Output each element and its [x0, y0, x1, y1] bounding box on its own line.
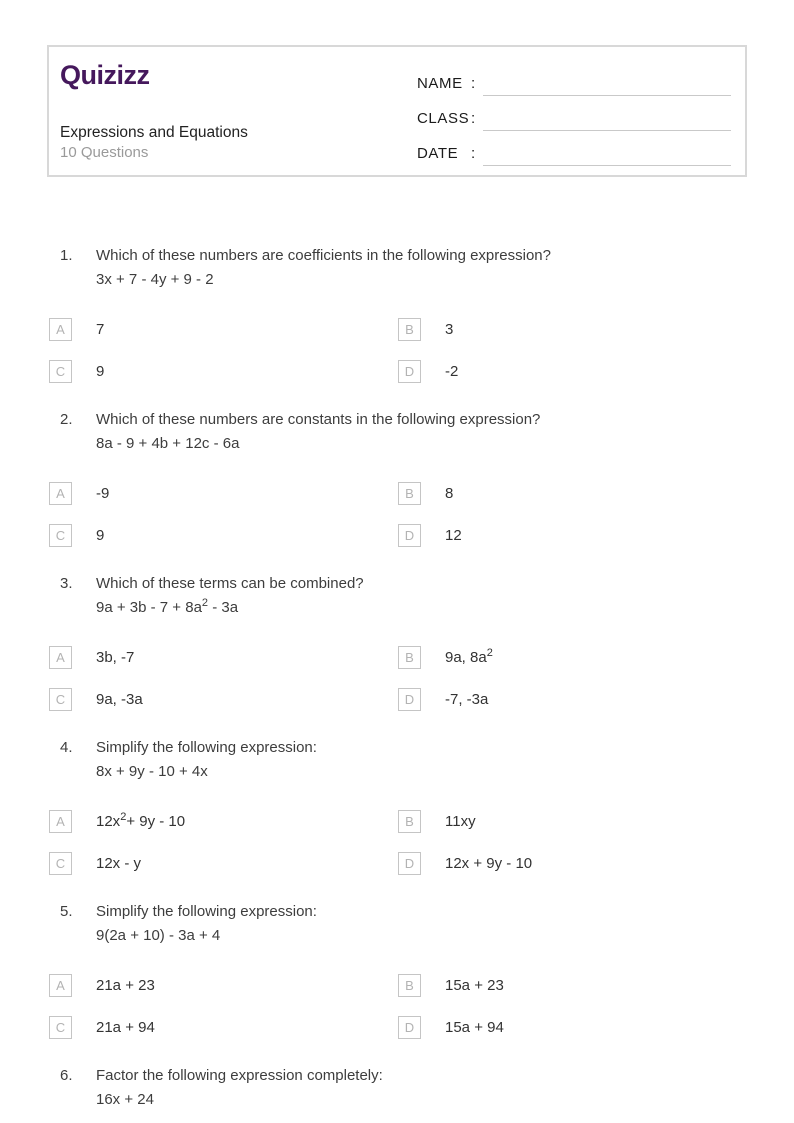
- option-letter-box: A: [49, 810, 72, 833]
- option-text: 3b, -7: [96, 648, 135, 666]
- question-5: [0, 900, 794, 1038]
- class-field-label: CLASS: [417, 110, 470, 127]
- question-expression: $9a + 3b - 7 + 8a^2 - 3a$: [96, 597, 239, 616]
- question-prompt: Simplify the following expression:: [96, 903, 317, 920]
- option-row-b: [398, 974, 794, 996]
- option-row-b: [398, 810, 794, 832]
- option-letter-box: A: [49, 482, 72, 505]
- class-field-colon: :: [471, 110, 476, 127]
- options-grid: [0, 810, 794, 874]
- option-text: 21a + 23: [96, 976, 155, 994]
- option-letter-box: A: [49, 318, 72, 341]
- option-letter-box: C: [49, 1016, 72, 1039]
- option-row-d: [398, 1016, 794, 1038]
- date-field-colon: :: [471, 145, 476, 162]
- question-prompt: Factor the following expression completely:: [96, 1067, 383, 1084]
- option-text: 12x + 9y - 10: [445, 854, 533, 872]
- question-number: 6.: [60, 1067, 73, 1084]
- question-number: 3.: [60, 575, 73, 592]
- option-letter-box: D: [398, 852, 421, 875]
- options-grid: [0, 318, 794, 382]
- question-expression: 8x + 9y - 10 + 4x: [96, 763, 208, 780]
- option-text: 8: [445, 484, 454, 502]
- worksheet-page: [0, 45, 794, 1112]
- date-field-label: DATE: [417, 145, 459, 162]
- option-letter-box: D: [398, 1016, 421, 1039]
- question-number: 1.: [60, 247, 73, 264]
- option-text: 11xy: [445, 812, 476, 830]
- question-prompt: Which of these terms can be combined?: [96, 575, 364, 592]
- option-text: 15a + 23: [445, 976, 504, 994]
- question-1: [0, 244, 794, 382]
- options-grid: [0, 482, 794, 546]
- option-text: 12: [445, 526, 462, 544]
- option-row-a: [49, 646, 398, 668]
- option-text: 15a + 94: [445, 1018, 504, 1036]
- option-row-c: [49, 360, 398, 382]
- option-text: 9a, -3a: [96, 690, 143, 708]
- option-row-c: [49, 688, 398, 710]
- option-row-d: [398, 688, 794, 710]
- option-row-c: [49, 524, 398, 546]
- option-letter-box: C: [49, 524, 72, 547]
- question-expression: 8a - 9 + 4b + 12c - 6a: [96, 435, 240, 452]
- question-list: [0, 244, 794, 1112]
- option-text: -2: [445, 362, 459, 380]
- option-text: $12x^2+ 9y - 10$: [96, 810, 186, 830]
- quiz-title-block: [60, 123, 417, 163]
- name-field-label: NAME: [417, 75, 463, 92]
- option-text: -7, -3a: [445, 690, 489, 708]
- option-text: 9: [96, 526, 105, 544]
- header-left: [60, 60, 417, 163]
- option-letter-box: D: [398, 524, 421, 547]
- name-field-colon: :: [471, 75, 476, 92]
- option-row-a: [49, 318, 398, 340]
- option-row-c: [49, 852, 398, 874]
- name-field-line: [483, 95, 731, 96]
- question-number: 2.: [60, 411, 73, 428]
- header-fields: [417, 60, 733, 163]
- option-row-d: [398, 360, 794, 382]
- option-row-a: [49, 482, 398, 504]
- question-expression: 9(2a + 10) - 3a + 4: [96, 927, 221, 944]
- question-2: [0, 408, 794, 546]
- class-field-row: [417, 101, 731, 136]
- question-count: 10 Questions: [60, 144, 149, 161]
- option-letter-box: B: [398, 974, 421, 997]
- option-letter-box: B: [398, 318, 421, 341]
- question-prompt: Which of these numbers are coefficients in the following expression?: [96, 247, 551, 264]
- option-row-b: [398, 646, 794, 668]
- question-expression: 3x + 7 - 4y + 9 - 2: [96, 271, 214, 288]
- date-field-row: [417, 136, 731, 171]
- option-text: -9: [96, 484, 110, 502]
- options-grid: [0, 646, 794, 710]
- option-row-b: [398, 318, 794, 340]
- option-row-c: [49, 1016, 398, 1038]
- options-grid: [0, 974, 794, 1038]
- question-number: 4.: [60, 739, 73, 756]
- option-text: 3: [445, 320, 454, 338]
- option-letter-box: A: [49, 974, 72, 997]
- name-field-row: [417, 66, 731, 101]
- question-6: [0, 1064, 794, 1112]
- option-letter-box: D: [398, 360, 421, 383]
- question-prompt: Simplify the following expression:: [96, 739, 317, 756]
- option-row-d: [398, 524, 794, 546]
- question-4: [0, 736, 794, 874]
- quiz-title: Expressions and Equations: [60, 124, 248, 141]
- option-letter-box: D: [398, 688, 421, 711]
- option-text: 9a, $8a^2$: [445, 646, 493, 666]
- class-field-line: [483, 130, 731, 131]
- option-letter-box: B: [398, 810, 421, 833]
- option-letter-box: C: [49, 360, 72, 383]
- option-row-a: [49, 974, 398, 996]
- option-row-a: [49, 810, 398, 832]
- date-field-line: [483, 165, 731, 166]
- option-letter-box: B: [398, 646, 421, 669]
- option-text: 9: [96, 362, 105, 380]
- option-text: 12x - y: [96, 854, 142, 872]
- option-letter-box: C: [49, 852, 72, 875]
- question-number: 5.: [60, 903, 73, 920]
- option-letter-box: C: [49, 688, 72, 711]
- question-expression: 16x + 24: [96, 1091, 154, 1108]
- worksheet-header: [47, 45, 747, 177]
- option-letter-box: A: [49, 646, 72, 669]
- quizizz-logo: Quizizz: [60, 60, 150, 90]
- option-row-b: [398, 482, 794, 504]
- question-3: [0, 572, 794, 710]
- option-text: 7: [96, 320, 105, 338]
- option-letter-box: B: [398, 482, 421, 505]
- option-text: 21a + 94: [96, 1018, 155, 1036]
- question-prompt: Which of these numbers are constants in the following expression?: [96, 411, 541, 428]
- option-row-d: [398, 852, 794, 874]
